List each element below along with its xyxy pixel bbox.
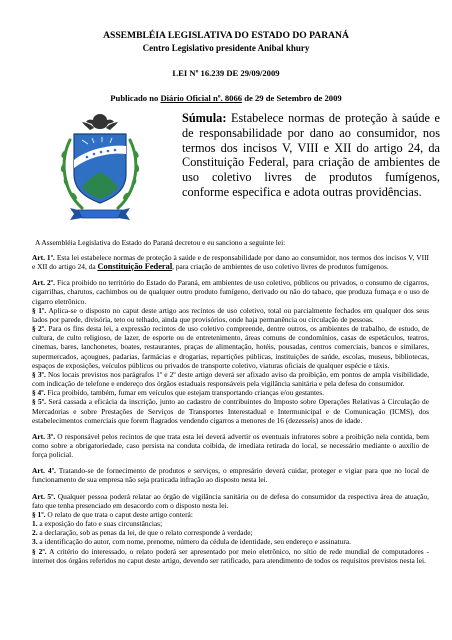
- diario-oficial-link[interactable]: Diário Oficial nº. 8066: [160, 93, 243, 103]
- paragraph-label: § 2º.: [32, 324, 47, 334]
- article-3: [32, 432, 429, 459]
- article-2-caput: [32, 278, 429, 305]
- constituicao-federal-link[interactable]: Constituição Federal: [97, 262, 173, 272]
- article-5-paragraph-1: [32, 510, 429, 519]
- article-2-label: Art. 2º.: [32, 278, 55, 288]
- decree-statement: A Assembléia Legislativa do Estado do Paraná decretou e eu sanciono a seguinte lei:: [35, 238, 286, 247]
- article-1: [32, 253, 429, 271]
- article-5: [32, 492, 429, 565]
- article-5-item-2: [32, 528, 429, 537]
- item-text: a declaração, sob as penas da lei, de que o relato corresponde à verdade;: [37, 528, 253, 538]
- article-5-paragraph-2: [32, 547, 429, 565]
- paragraph-text: Nos locais previstos nos parágrafos 1º e 2º deste artigo deverá ser afixado aviso da proibição, em pontos de ampla visibilidade, com indicação de telefone e endereço dos órgãos estaduais responsáveis pela vigilância sanitária e pela defesa do consumidor.: [32, 369, 429, 389]
- legislative-center-subtitle: Centro Legislativo presidente Anibal khury: [142, 43, 310, 53]
- publication-prefix: Publicado no: [110, 93, 161, 103]
- article-2-paragraph-1: [32, 306, 429, 324]
- item-text: a exposição do fato e suas circunstâncias;: [37, 519, 163, 529]
- parana-coat-of-arms-icon: [52, 110, 148, 228]
- sumula-label: Súmula:: [182, 111, 227, 125]
- paragraph-text: Fica proibido, também, fumar em veículos que estejam transportando crianças e/ou gestantes.: [45, 388, 325, 398]
- article-2-paragraph-4: [32, 388, 429, 397]
- paragraph-label: § 2º.: [32, 546, 47, 556]
- article-5-label: Art. 5º.: [32, 491, 56, 501]
- paragraph-text: Aplica-se o disposto no caput deste artigo aos recintos de uso coletivo, total ou parcialmente fechados em qualquer dos seus lados por parede, divisória, teto ou telhado, ainda que provisórios, onde haja permanência ou circulação de pessoas.: [32, 305, 429, 324]
- article-1-label: Art. 1º.: [32, 253, 55, 262]
- article-3-text: O responsável pelos recintos de que trata esta lei deverá advertir os eventuais infratores sobre a proibição nela contida, bem como sobre a obrigatoriedade, caso persista na conduta coibida, de imediata retirada do local, se necessário mediante o auxílio de força policial.: [32, 431, 429, 460]
- article-2-paragraph-5: [32, 397, 429, 424]
- article-1-text-end: , para criação de ambientes de uso coletivo livres de produtos fumígenos.: [172, 262, 389, 272]
- sumula-text: Estabelece normas de proteção à saúde e de responsabilidade por dano ao consumidor, nos termos dos incisos V, VIII e XII do artigo 24, da Constituição Federal, para criação de ambientes de uso coletivo livres de produtos fumígenos, conforme especifica e adota outras providências.: [182, 111, 440, 199]
- paragraph-text: O relato de que trata o caput deste artigo conterá:: [45, 509, 193, 519]
- item-label: 3.: [32, 537, 38, 547]
- article-3-label: Art. 3º.: [32, 431, 56, 441]
- assembly-title: ASSEMBLÉIA LEGISLATIVA DO ESTADO DO PARANÁ: [103, 30, 349, 41]
- sumula-summary: [182, 111, 440, 200]
- law-number: LEI Nº 16.239 DE 29/09/2009: [172, 68, 280, 78]
- article-2-paragraph-2: [32, 324, 429, 370]
- article-2-text: Fica proibido no território do Estado do Paraná, em ambientes de uso coletivo, públicos ou privados, o consumo de cigarros, cigarrilhas, charutos, cachimbos ou de qualquer outro produto fumígeno, derivado ou não do tabaco, que produza fumaça e o uso de cigarro eletrônico.: [32, 278, 429, 306]
- paragraph-text: Será cassada a eficácia da inscrição, junto ao cadastro de contribuintes do Imposto sobre Operações Relativas à Circulação de Mercadorias e sobre Prestações de Serviços de Transportes Interestadual e Intermunicipal e de Comunicação (ICMS), dos estabelecimentos comerciais que forem flagrados vendendo cigarros a menores de 16 (dezesseis) anos de idade.: [32, 397, 429, 425]
- paragraph-text: Para os fins desta lei, a expressão recintos de uso coletivo compreende, dentre outros, os ambientes de trabalho, de estudo, de cultura, de culto religioso, de lazer, de esporte ou de entretenimento, áreas comuns de condomínios, casas de espetáculos, teatros, cinemas, bares, lanchonetes, boates, restaurantes, praças de alimentação, hotéis, pousadas, centros comerciais, bancos e similares, supermercados, açougues, padarias, farmácias e drogarias, repartições públicas, instituições de saúde, escolas, museus, bibliotecas, espaços de exposições, veículos públicos ou privados de transporte coletivo, viaturas oficiais de qualquer espécie e táxis.: [32, 324, 430, 370]
- article-5-text: Qualquer pessoa poderá relatar ao órgão de vigilância sanitária ou de defesa do consumidor da respectiva área de atuação, fato que tenha presenciado em desacordo com o disposto nesta lei.: [32, 491, 429, 510]
- article-2: [32, 278, 429, 425]
- paragraph-label: § 1º.: [32, 305, 47, 315]
- paragraph-label: § 5º.: [32, 397, 47, 407]
- item-text: a identificação do autor, com nome, prenome, número da cédula de identidade, seu endereço e assinatura.: [37, 537, 352, 547]
- publication-line: [0, 93, 452, 103]
- item-label: 1.: [32, 519, 38, 529]
- paragraph-label: § 1º.: [32, 509, 46, 519]
- article-4-text: Tratando-se de fornecimento de produtos e serviços, o empresário deverá cuidar, proteger e vigiar para que no local de funcionamento de sua empresa não seja praticada infração ao disposto nesta lei.: [32, 466, 429, 485]
- law-body: [32, 253, 429, 572]
- article-4: [32, 466, 429, 484]
- publication-suffix: de 29 de Setembro de 2009: [242, 93, 342, 103]
- article-5-item-3: [32, 537, 429, 546]
- article-5-item-1: [32, 519, 429, 528]
- paragraph-label: § 3º.: [32, 369, 46, 379]
- paragraph-label: § 4º.: [32, 388, 46, 398]
- paragraph-text: A critério do interessado, o relato poderá ser apresentado por meio eletrônico, no sítio de rede mundial de computadores - internet dos órgãos referidos no caput deste artigo, devendo ser ratificado, para atendimento de todos os requisitos previstos nesta lei.: [32, 546, 429, 565]
- article-5-caput: [32, 492, 429, 510]
- article-1-text: Esta lei estabelece normas de proteção à saúde e de responsabilidade por dano ao consumidor, nos termos dos incisos V, VIII e XII do artigo 24, da: [32, 253, 429, 272]
- article-4-label: Art. 4º.: [32, 466, 56, 476]
- article-2-paragraph-3: [32, 370, 429, 388]
- item-label: 2.: [32, 528, 38, 538]
